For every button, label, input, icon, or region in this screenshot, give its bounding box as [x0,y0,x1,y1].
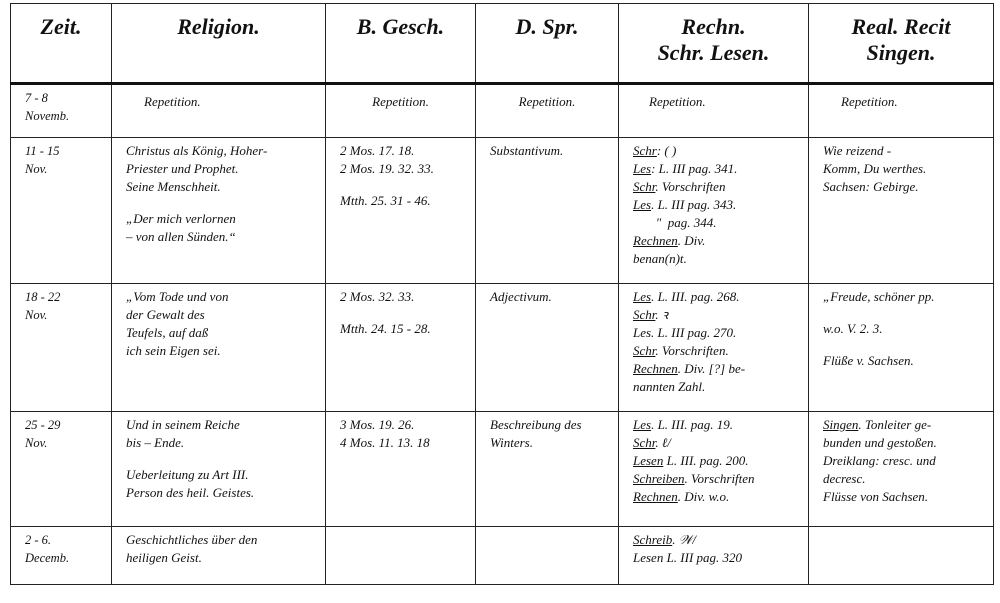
cell-bgesch: 2 Mos. 17. 18. 2 Mos. 19. 32. 33. Mtth. 25. 31 - 46. [326,138,476,284]
header-real: Real. Recit Singen. [809,4,994,84]
cell-dspr: Repetition. [476,84,619,138]
cell-rechnen: Repetition. [619,84,809,138]
cell-religion: Und in seinem Reiche bis – Ende. Ueberleitung zu Art III. Person des heil. Geistes. [112,412,326,527]
cell-zeit: 7 - 8 Novemb. [11,84,112,138]
cell-bgesch: Repetition. [326,84,476,138]
cell-dspr: Adjectivum. [476,284,619,412]
cell-zeit: 11 - 15 Nov. [11,138,112,284]
table-row [11,412,994,527]
cell-bgesch: 3 Mos. 19. 26. 4 Mos. 11. 13. 18 [326,412,476,527]
cell-religion: „Vom Tode und von der Gewalt des Teufels, auf daß ich sein Eigen sei. [112,284,326,412]
cell-real: Repetition. [809,84,994,138]
cell-bgesch [326,527,476,585]
lesson-plan-table [10,3,994,585]
cell-zeit: 18 - 22 Nov. [11,284,112,412]
header-row [11,4,994,84]
table-row [11,138,994,284]
cell-rechnen: Schreib. 𝒲/ Lesen L. III pag. 320 [619,527,809,585]
table-row [11,527,994,585]
cell-rechnen: Les. L. III. pag. 268. Schr. ꝛ Les. L. III pag. 270. Schr. Vorschriften. Rechnen. Div. [?] be- nannten Zahl. [619,284,809,412]
header-bgesch: B. Gesch. [326,4,476,84]
cell-real: Wie reizend - Komm, Du werthes. Sachsen: Gebirge. [809,138,994,284]
header-religion: Religion. [112,4,326,84]
cell-zeit: 25 - 29 Nov. [11,412,112,527]
table-row [11,284,994,412]
header-dspr: D. Spr. [476,4,619,84]
cell-dspr: Beschreibung des Winters. [476,412,619,527]
cell-religion: Geschichtliches über den heiligen Geist. [112,527,326,585]
cell-rechnen: Schr: ( ) Les: L. III pag. 341. Schr. Vorschriften Les. L. III pag. 343. " pag. 344. Rechnen. Div. benan(n)t. [619,138,809,284]
cell-religion: Repetition. [112,84,326,138]
cell-rechnen: Les. L. III. pag. 19. Schr. ℓ/ Lesen L. III. pag. 200. Schreiben. Vorschriften Rechnen. Div. w.o. [619,412,809,527]
cell-real: „Freude, schöner pp. w.o. V. 2. 3. Flüße v. Sachsen. [809,284,994,412]
header-rechnen: Rechn. Schr. Lesen. [619,4,809,84]
cell-religion: Christus als König, Hoher- Priester und Prophet. Seine Menschheit. „Der mich verlornen – von allen Sünden.“ [112,138,326,284]
table-row [11,84,994,138]
cell-bgesch: 2 Mos. 32. 33. Mtth. 24. 15 - 28. [326,284,476,412]
header-zeit: Zeit. [11,4,112,84]
cell-zeit: 2 - 6. Decemb. [11,527,112,585]
cell-dspr: Substantivum. [476,138,619,284]
cell-real: Singen. Tonleiter ge- bunden und gestoßen. Dreiklang: cresc. und decresc. Flüsse von Sachsen. [809,412,994,527]
cell-dspr [476,527,619,585]
cell-real [809,527,994,585]
